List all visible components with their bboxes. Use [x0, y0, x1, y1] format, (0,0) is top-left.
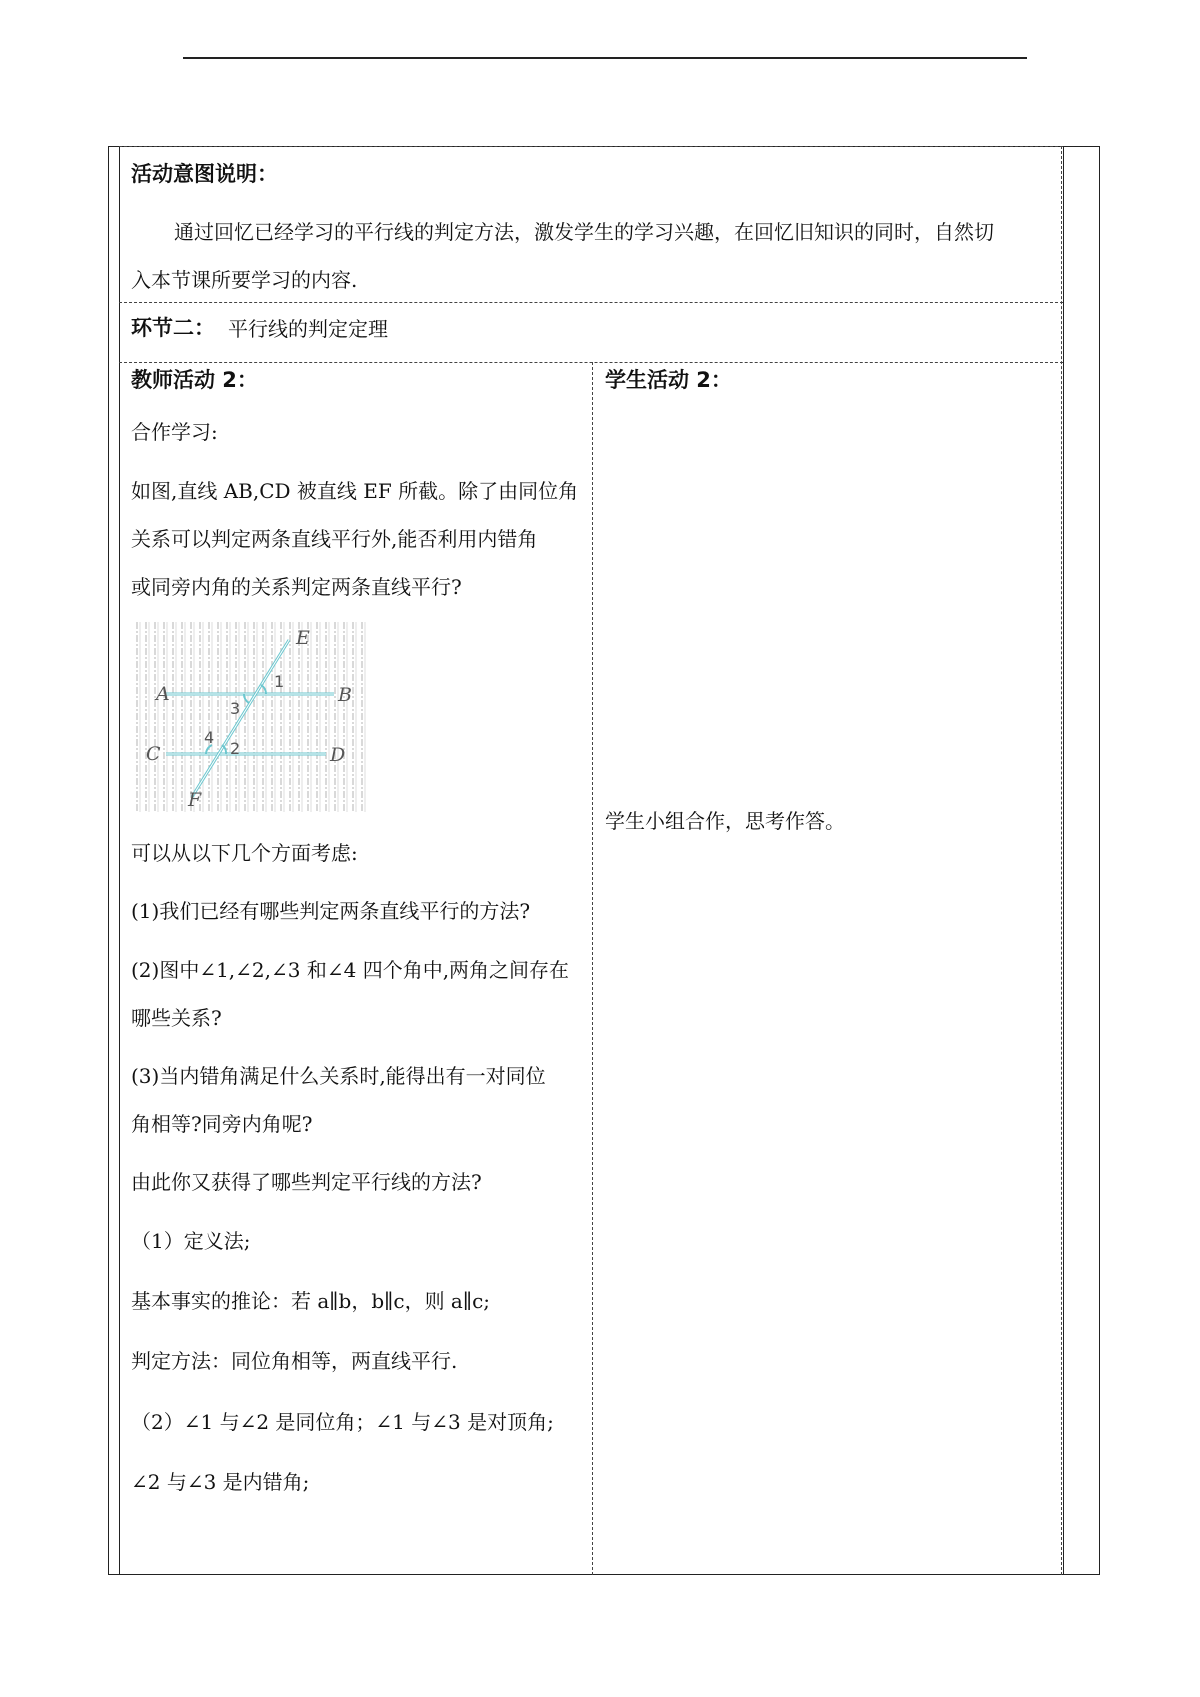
- section2-label: 环节二：: [131, 316, 215, 340]
- label-f: F: [188, 789, 202, 811]
- intent-text-line2: 入本节课所要学习的内容.: [131, 268, 358, 292]
- row-divider-intent: [119, 302, 1063, 303]
- teacher-line: （2）∠1 与∠2 是同位角；∠1 与∠3 是对顶角;: [131, 1410, 554, 1434]
- label-angle-3: 3: [230, 699, 241, 718]
- label-d: D: [330, 744, 346, 766]
- teacher-line: 基本事实的推论：若 a∥b，b∥c，则 a∥c;: [131, 1289, 491, 1313]
- teacher-line: 可以从以下几个方面考虑:: [131, 841, 358, 865]
- teacher-line: 哪些关系?: [131, 1006, 222, 1030]
- inner-right-dashed: [1061, 146, 1062, 1575]
- section2-title: 平行线的判定定理: [228, 317, 388, 341]
- intent-text-line1: 通过回忆已经学习的平行线的判定方法，激发学生的学习兴趣，在回忆旧知识的同时，自然切: [174, 220, 994, 244]
- label-e: E: [296, 627, 310, 649]
- student-answer: 学生小组合作，思考作答。: [605, 809, 845, 833]
- label-c: C: [146, 743, 161, 765]
- teacher-line: ∠2 与∠3 是内错角;: [131, 1470, 310, 1494]
- table-right-margin-line: [1063, 146, 1064, 1575]
- teacher-line: (3)当内错角满足什么关系时,能得出有一对同位: [131, 1064, 546, 1088]
- teacher-line: （1）定义法;: [131, 1229, 251, 1253]
- teacher-line: 如图,直线 AB,CD 被直线 EF 所截。除了由同位角: [131, 479, 579, 503]
- label-angle-1: 1: [274, 672, 285, 691]
- figure-background: [134, 622, 368, 812]
- teacher-line: 或同旁内角的关系判定两条直线平行?: [131, 575, 462, 599]
- parallel-lines-figure: [134, 622, 368, 812]
- teacher-line: 合作学习:: [131, 420, 218, 444]
- teacher-line: 判定方法：同位角相等，两直线平行.: [131, 1349, 458, 1373]
- label-a: A: [156, 683, 170, 705]
- teacher-line: 角相等?同旁内角呢?: [131, 1112, 313, 1136]
- student-activity-heading: 学生活动 2：: [605, 368, 732, 392]
- teacher-line: 关系可以判定两条直线平行外,能否利用内错角: [131, 527, 538, 551]
- teacher-activity-heading: 教师活动 2：: [131, 368, 258, 392]
- label-angle-4: 4: [204, 728, 215, 747]
- row-divider-section2: [119, 362, 1063, 363]
- column-divider-activities: [592, 362, 593, 1575]
- header-rule: [183, 57, 1027, 59]
- intent-heading: 活动意图说明：: [131, 162, 278, 186]
- teacher-line: (2)图中∠1,∠2,∠3 和∠4 四个角中,两角之间存在: [131, 958, 570, 982]
- table-left-margin-line: [119, 146, 120, 1575]
- label-angle-2: 2: [230, 739, 241, 758]
- label-b: B: [338, 684, 352, 706]
- row-divider-top: [119, 146, 1063, 147]
- teacher-line: (1)我们已经有哪些判定两条直线平行的方法?: [131, 899, 531, 923]
- teacher-line: 由此你又获得了哪些判定平行线的方法?: [131, 1170, 482, 1194]
